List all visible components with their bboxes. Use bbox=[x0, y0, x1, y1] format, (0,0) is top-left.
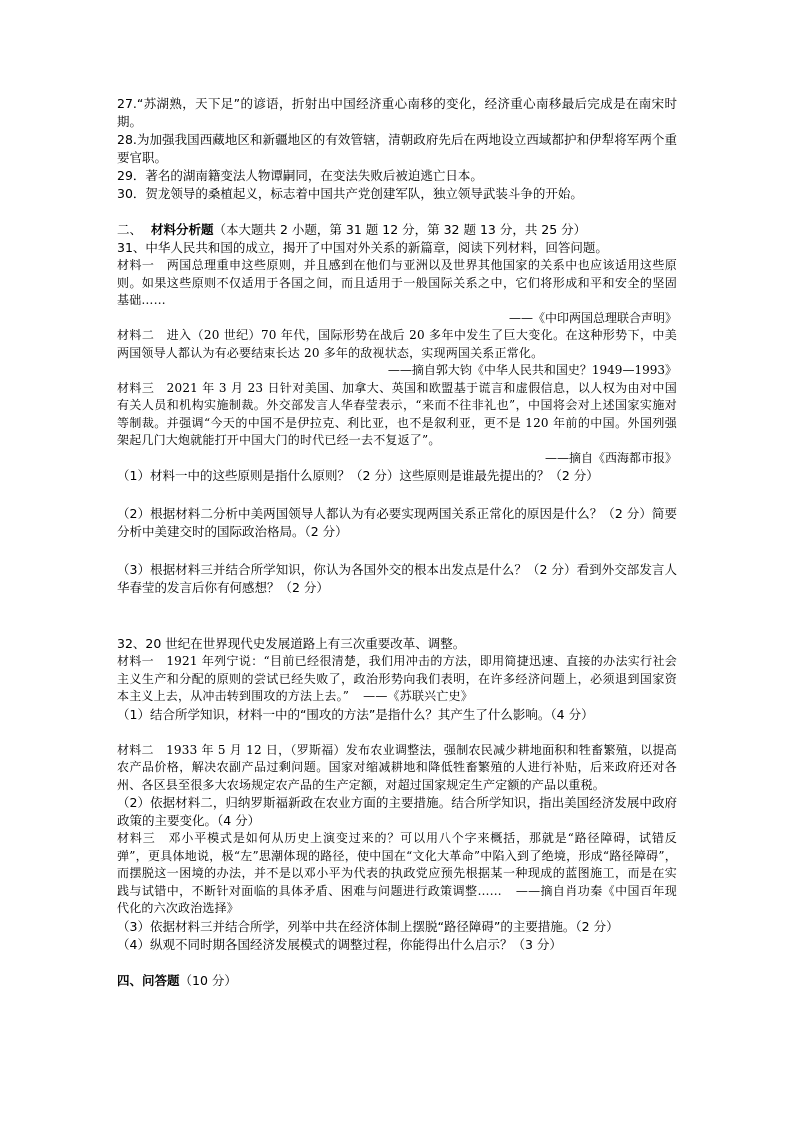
q31-material-1-source: ——《中印两国总理联合声明》 bbox=[508, 310, 677, 325]
section-note: （本大题共 2 小题，第 31 题 12 分，第 32 题 13 分，共 25 分） bbox=[213, 222, 587, 237]
q31-subquestion-1: （1）材料一中的这些原则是指什么原则？（2 分）这些原则是谁最先提出的？（2 分） bbox=[117, 468, 599, 483]
q31-subquestion-2: （2）根据材料二分析中美两国领导人都认为有必要实现两国关系正常化的原因是什么？（2 分）简要分析中美建交时的国际政治格局。（2 分） bbox=[117, 506, 677, 539]
q31-material-2-source: ——摘自郭大钧《中华人民共和国史？1949—1993》 bbox=[387, 363, 677, 377]
section-heading-material-analysis bbox=[117, 221, 677, 239]
section4-note: （10 分） bbox=[179, 972, 237, 988]
section-number: 二、 bbox=[117, 222, 143, 237]
section-title: 材料分析题 bbox=[151, 222, 214, 237]
q31-material-2: 材料二 进入（20 世纪）70 年代，国际形势在战后 20 多年中发生了巨大变化。在这种形势下，中美两国领导人都认为有必要结束长达 20 多年的敌视状态，实现两国关系正常化。 bbox=[117, 328, 677, 360]
q32-material-1 bbox=[117, 653, 677, 706]
q32-subquestion-1: （1）结合所学知识，材料一中的“围攻的方法”是指什么？其产生了什么影响。（4 分） bbox=[117, 706, 594, 722]
section-heading-qa bbox=[117, 972, 677, 990]
q32-subquestion-2: （2）依据材料二，归纳罗斯福新政在农业方面的主要措施。结合所学知识，指出美国经济发展中政府政策的主要变化。（4 分） bbox=[117, 795, 677, 828]
q31-subquestion-3: （3）根据材料三并结合所学知识，你认为各国外交的根本出发点是什么？（2 分）看到外交部发言人华春莹的发言后你有何感想？（2 分） bbox=[117, 562, 677, 595]
q32-stem: 32、20 世纪在世界现代史发展道路上有三次重要改革、调整。 bbox=[117, 636, 466, 651]
q31-material-3: 材料三 2021 年 3 月 23 日针对美国、加拿大、英国和欧盟基于谎言和虚假信息，以人权为由对中国有关人员和机构实施制裁。外交部发言人华春莹表示，“来而不往非礼也”，中国将会对上述国家实施对等制裁。并强调“今天的中国不是伊拉克、利比亚，也不是叙利亚，更不是 120 年前的中国。外国列强架起几门大炮就能打开中国大门的时代已经一去不复返了”。 bbox=[117, 380, 677, 447]
q31-material-3-source: ——摘自《西海都市报》 bbox=[544, 450, 677, 465]
q32-material-1-text: 材料一 1921 年列宁说：“目前已经很清楚，我们用冲击的方法，即用简捷迅速、直接的办法实行社会主义生产和分配的原则的尝试已经失败了，政治形势向我们表明，在许多经济问题上，必须退到国家资本主义上去，从冲击转到围攻的方法上去。” bbox=[117, 654, 677, 703]
q31-stem: 31、中华人民共和国的成立，揭开了中国对外关系的新篇章，阅读下列材料，回答问题。 bbox=[117, 240, 608, 255]
q32-material-2: 材料二 1933 年 5 月 12 日，（罗斯福）发布农业调整法，强制农民减少耕地面积和牲畜繁殖，以提高农产品价格，解决农副产品过剩问题。国家对缩减耕地和降低牲畜繁殖的人进行补贴，后来政府还对各州、各区县至很多大农场规定农产品的生产定额，对超过国家规定生产定额的产品以重税。 bbox=[117, 742, 677, 792]
q32-material-3-source: ——摘自肖功秦《中国百年现代化的六次政治选择》 bbox=[117, 883, 678, 915]
section4-title: 四、问答题 bbox=[117, 972, 180, 988]
q32-material-3 bbox=[117, 830, 677, 918]
q32-material-1-source: ——《苏联兴亡史》 bbox=[363, 689, 473, 703]
question-27: 27.“苏湖熟，天下足”的谚语，折射出中国经济重心南移的变化，经济重心南移最后完成是在南宋时期。 bbox=[117, 96, 677, 129]
question-30: 30．贺龙领导的桑植起义，标志着中国共产党创建军队，独立领导武装斗争的开始。 bbox=[117, 186, 583, 201]
question-29: 29．著名的湖南籍变法人物谭嗣同，在变法失败后被迫逃亡日本。 bbox=[117, 168, 483, 183]
q32-subquestion-4: （4）纵观不同时期各国经济发展模式的调整过程，你能得出什么启示？（3 分） bbox=[117, 936, 562, 952]
q32-material-3-text: 材料三 邓小平模式是如何从历史上演变过来的？可以用八个字来概括，那就是“路径障碍，试错反弹”，更具体地说，极“左”思潮体现的路径，使中国在“文化大革命”中陷入到了绝境，形成“路径障碍”，而摆脱这一困境的办法，并不是以邓小平为代表的执政党应预先根据某一种现成的蓝图施工，而是在实践与试错中，不断针对面临的具体矛盾、困难与问题进行政策调整…… bbox=[117, 831, 677, 898]
q32-subquestion-3: （3）依据材料三并结合所学，列举中共在经济体制上摆脱“路径障碍”的主要措施。（2 分） bbox=[117, 918, 619, 934]
question-28: 28.为加强我国西藏地区和新疆地区的有效管辖，清朝政府先后在两地设立西域都护和伊犁将军两个重要官职。 bbox=[117, 132, 677, 165]
q31-material-1: 材料一 两国总理重申这些原则，并且感到在他们与亚洲以及世界其他国家的关系中也应该适用这些原则。如果这些原则不仅适用于各国之间，而且适用于一般国际关系之中，它们将形成和平和安全的坚固基础…… bbox=[117, 258, 677, 307]
exam-page bbox=[117, 95, 677, 990]
